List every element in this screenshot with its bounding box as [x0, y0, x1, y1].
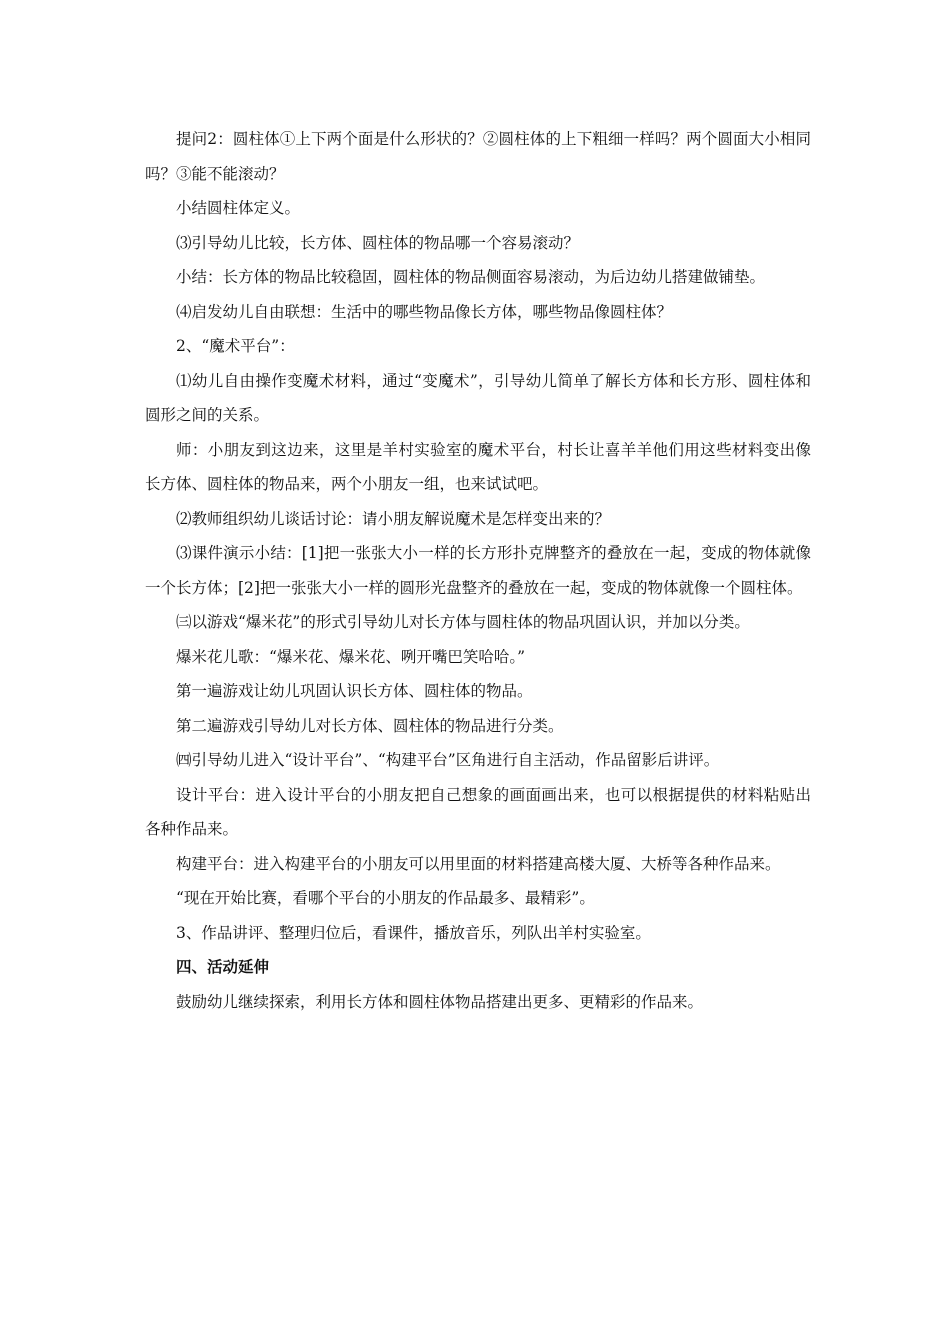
document-body [145, 122, 811, 1019]
paragraph: 2、“魔术平台”： [176, 337, 295, 355]
closing-paragraph: 鼓励幼儿继续探索，利用长方体和圆柱体物品搭建出更多、更精彩的作品来。 [176, 992, 704, 1011]
paragraph: 设计平台：进入设计平台的小朋友把自己想象的画面画出来，也可以根据提供的材料粘贴出各种作品来。 [145, 785, 811, 838]
paragraph: ⑵教师组织幼儿谈话讨论：请小朋友解说魔术是怎样变出来的？ [176, 509, 611, 528]
section-heading: 四、活动延伸 [176, 958, 270, 976]
paragraph: ㈣引导幼儿进入“设计平台”、“构建平台”区角进行自主活动，作品留影后讲评。 [176, 751, 720, 769]
paragraph: 第二遍游戏引导幼儿对长方体、圆柱体的物品进行分类。 [176, 716, 564, 735]
paragraph: 提问2：圆柱体①上下两个面是什么形状的？②圆柱体的上下粗细一样吗？两个圆面大小相同吗？③能不能滚动？ [145, 130, 811, 183]
paragraph: ㈢以游戏“爆米花”的形式引导幼儿对长方体与圆柱体的物品巩固认识，并加以分类。 [176, 613, 750, 631]
paragraph: ⑷启发幼儿自由联想：生活中的哪些物品像长方体，哪些物品像圆柱体？ [176, 302, 673, 321]
paragraph: 小结：长方体的物品比较稳固，圆柱体的物品侧面容易滚动，为后边幼儿搭建做铺垫。 [176, 268, 766, 286]
paragraph: 构建平台：进入构建平台的小朋友可以用里面的材料搭建高楼大厦、大桥等各种作品来。 [176, 854, 781, 873]
paragraph: ⑴幼儿自由操作变魔术材料，通过“变魔术”，引导幼儿简单了解长方体和长方形、圆柱体和圆形之间的关系。 [145, 371, 811, 424]
paragraph: “现在开始比赛，看哪个平台的小朋友的作品最多、最精彩”。 [176, 889, 595, 907]
paragraph: ⑶引导幼儿比较，长方体、圆柱体的物品哪一个容易滚动？ [176, 233, 580, 252]
paragraph: 小结圆柱体定义。 [176, 199, 301, 217]
paragraph: 3、作品讲评、整理归位后，看课件，播放音乐，列队出羊村实验室。 [176, 923, 651, 942]
paragraph: 师：小朋友到这边来，这里是羊村实验室的魔术平台，村长让喜羊羊他们用这些材料变出像长方体、圆柱体的物品来，两个小朋友一组，也来试试吧。 [145, 440, 811, 493]
paragraph: 爆米花儿歌：“爆米花、爆米花、咧开嘴巴笑哈哈。” [176, 647, 526, 666]
paragraph: 第一遍游戏让幼儿巩固认识长方体、圆柱体的物品。 [176, 682, 533, 700]
paragraph: ⑶课件演示小结：[1]把一张张大小一样的长方形扑克牌整齐的叠放在一起，变成的物体就像一个长方体；[2]把一张张大小一样的圆形光盘整齐的叠放在一起，变成的物体就像一个圆柱体。 [145, 544, 811, 597]
